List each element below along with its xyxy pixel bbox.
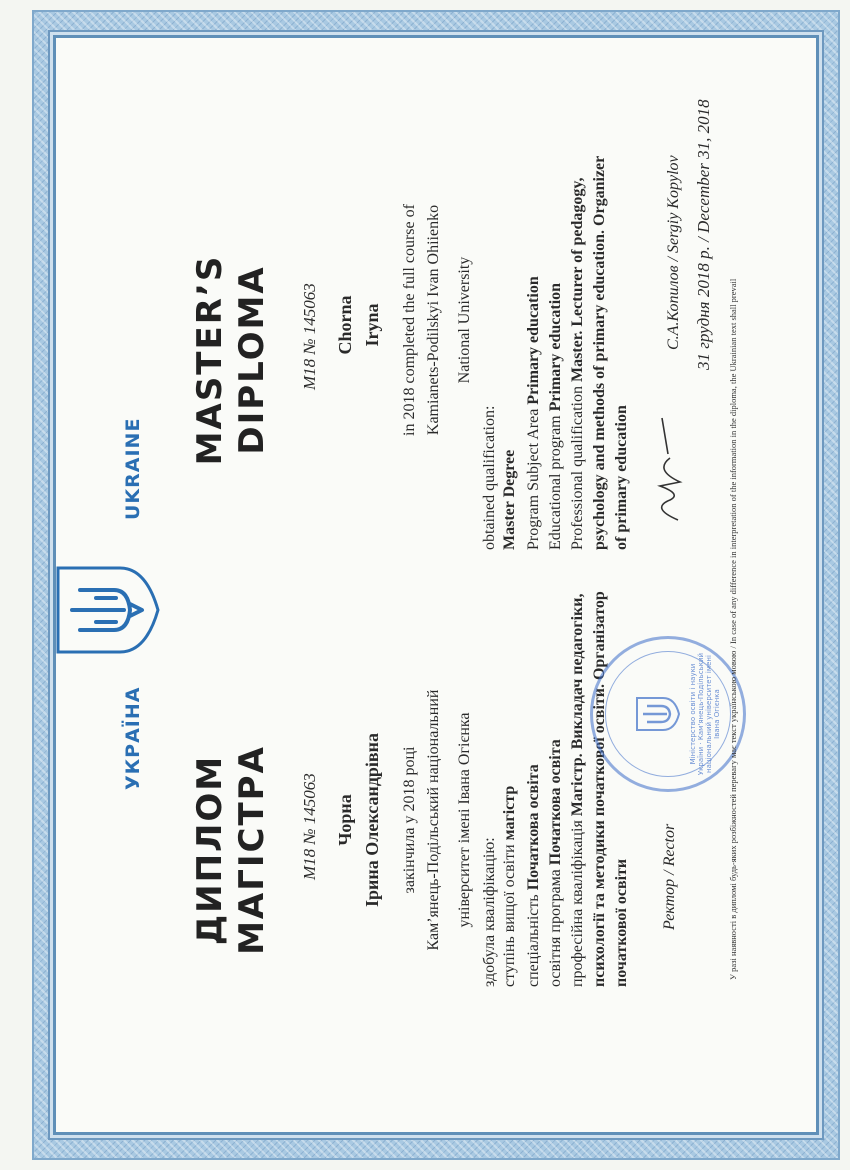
- ua-given-names: Ірина Олександрівна: [362, 732, 382, 908]
- en-subject-label: Program Subject Area: [525, 404, 542, 550]
- ua-completed: закінчила у 2018 році: [401, 746, 418, 894]
- en-completed-line1: in 2018 completed the full course of: [401, 204, 418, 436]
- official-seal: [590, 636, 746, 792]
- rector-label: Ректор / Rector: [661, 823, 678, 930]
- ua-title-line1: ДИПЛОМ: [190, 754, 230, 946]
- ua-prof-value-2: психології та методики початкової освіти. Організатор: [591, 591, 608, 987]
- ua-prof-row: [568, 594, 589, 987]
- ua-program-value: Початкова освіта: [547, 739, 564, 866]
- en-subject-value: Primary education: [525, 276, 542, 405]
- en-prof-value-3: of primary education: [613, 405, 630, 550]
- en-completed-line2: Kamianets-Podilskyi Ivan Ohiienko: [425, 204, 442, 436]
- ua-program-label: освітня програма: [547, 865, 564, 987]
- en-serial-number: M18 № 145063: [300, 283, 319, 390]
- ua-country: УКРАЇНА: [122, 686, 144, 790]
- ua-specialty-value: Початкова освіта: [525, 764, 542, 891]
- en-given-names: Iryna: [362, 303, 382, 347]
- seal-trident-icon: [633, 694, 681, 734]
- en-program-label: Educational program: [547, 411, 564, 550]
- en-title-line1: MASTER’S: [190, 254, 230, 466]
- en-subject-row: [524, 276, 545, 550]
- ua-specialty-row: [524, 764, 545, 987]
- footer-note: У разі наявності в дипломі будь-яких розбіжностей перевагу має текст українською мовою / In case of any difference in interpretation of the information in the diploma, the Ukrainian text shall prevail: [728, 278, 738, 980]
- ua-prof-value-1: Магістр. Викладач педагогіки,: [569, 593, 586, 817]
- ua-university-line1: Кам’янець-Подільський національний: [425, 689, 442, 951]
- en-completed-line3: National University: [456, 256, 473, 384]
- ua-university-line2: університет імені Івана Огієнка: [456, 712, 473, 928]
- en-country: UKRAINE: [122, 417, 144, 520]
- en-surname: Chorna: [335, 295, 355, 355]
- trident-emblem-icon: [50, 560, 162, 660]
- ua-prof-label: професійна кваліфікація: [569, 816, 586, 987]
- ua-degree-row: [500, 786, 521, 987]
- en-program-value: Primary education: [547, 282, 564, 412]
- rector-name: С.А.Копилов / Sergiy Kopylov: [665, 155, 682, 350]
- ua-qualification-intro: здобула кваліфікацію:: [481, 837, 498, 987]
- en-program-row: [546, 283, 567, 550]
- ua-specialty-label: спеціальність: [525, 890, 542, 987]
- ua-prof-value-3: початкової освіти: [613, 858, 630, 987]
- en-prof-value-2: psychology and methods of primary education. Organizer: [591, 155, 608, 550]
- en-prof-label: Professional qualification: [569, 382, 586, 550]
- ua-program-row: [546, 739, 567, 987]
- ua-degree-value: магістр: [501, 785, 518, 841]
- en-title-line2: DIPLOMA: [232, 265, 272, 455]
- ua-title-line2: МАГІСТРА: [232, 745, 272, 955]
- ua-degree-label: ступінь вищої освіти: [501, 840, 518, 987]
- en-prof-value-1: Master. Lecturer of pedagogy,: [569, 177, 586, 383]
- signature-icon: [640, 410, 690, 530]
- seal-text: Міністерство освіти і науки України · Кам'янець-Подільський національний університет імені Івана Огієнка: [689, 652, 721, 776]
- en-qualification-intro: obtained qualification:: [481, 405, 498, 550]
- en-degree-value: Master Degree: [501, 449, 518, 550]
- ua-serial-number: M18 № 145063: [300, 773, 319, 880]
- en-prof-row: [568, 177, 589, 550]
- ua-surname: Чорна: [335, 794, 355, 846]
- issue-date: 31 грудня 2018 р. / December 31, 2018: [694, 99, 713, 370]
